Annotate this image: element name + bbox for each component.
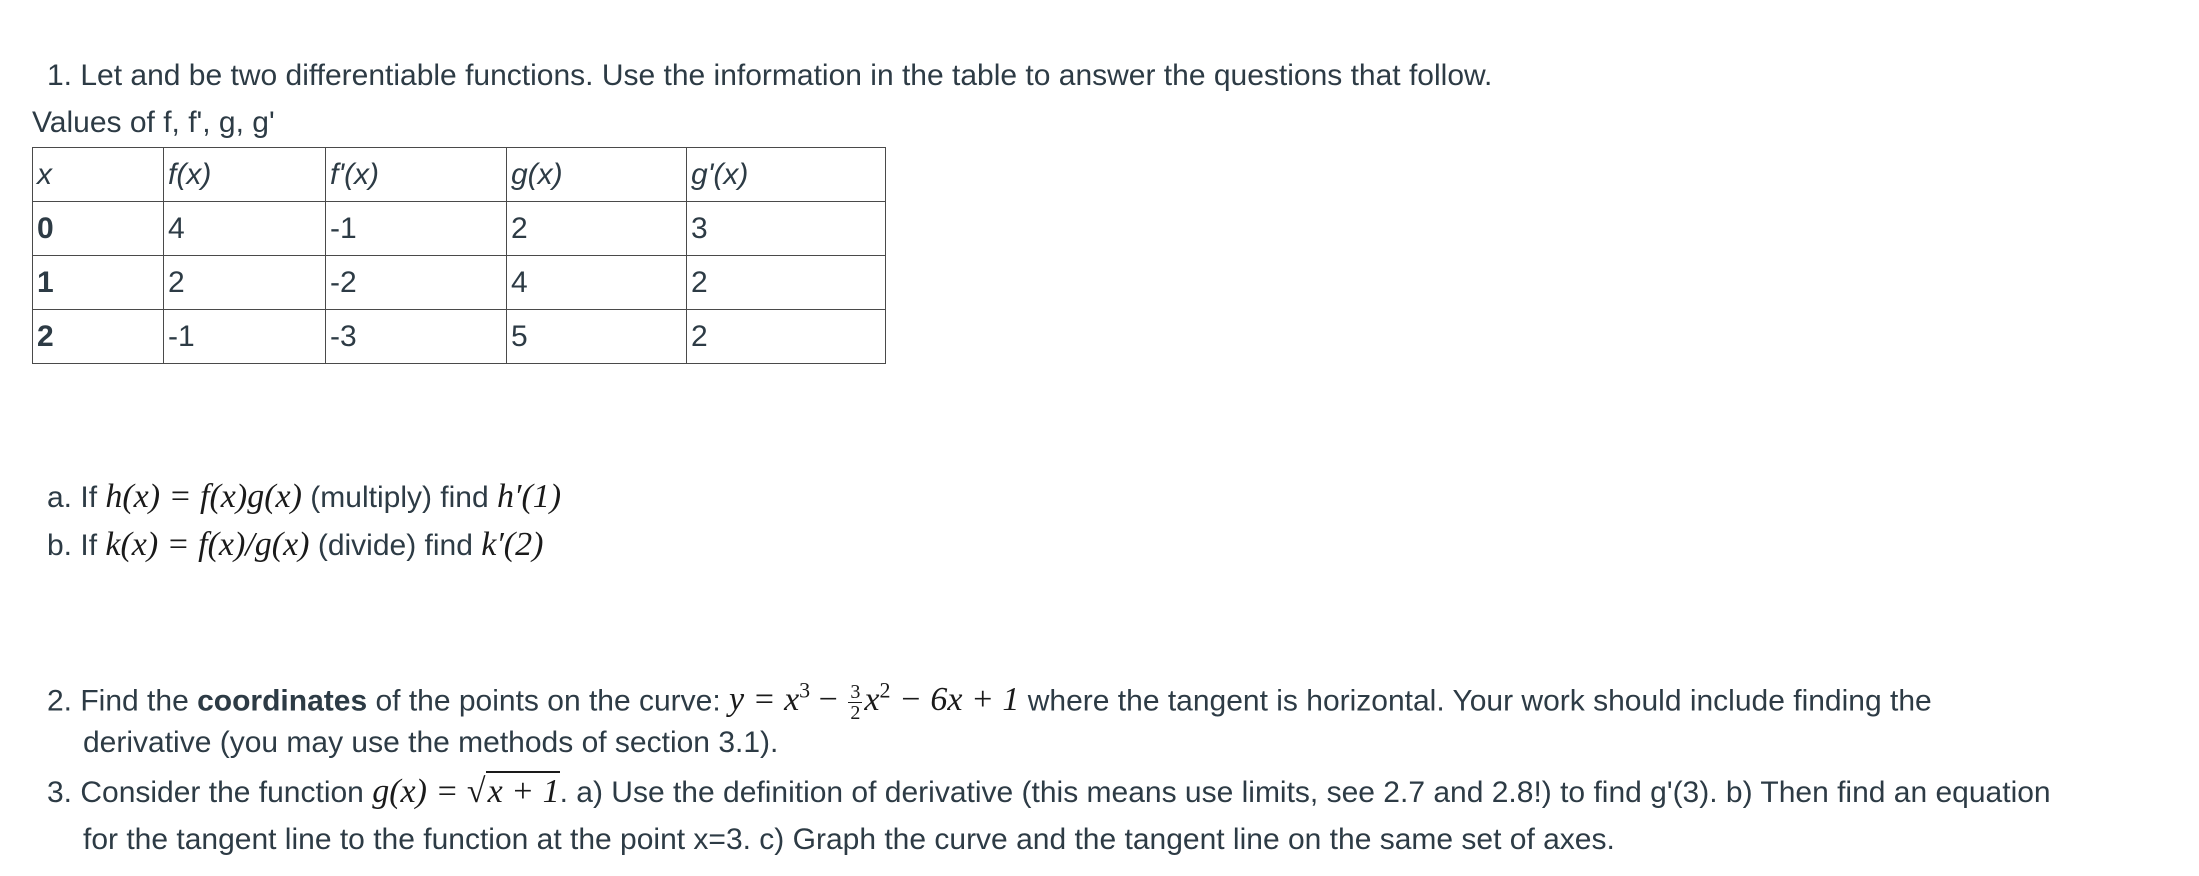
table-cell: 4 [164,202,326,256]
table-row [33,310,886,364]
part-a-middle: (multiply) find [301,481,498,514]
part-b-middle: (divide) find [309,529,482,562]
table-cell: 2 [687,256,886,310]
table-cell: 1 [33,256,164,310]
table-row [33,256,886,310]
q3-line-1 [47,772,2051,813]
sqrt-symbol: √ [466,773,486,810]
part-a-equation: h(x) = f(x)g(x) [105,478,302,515]
q3-suffix: . a) Use the definition of derivative (this means use limits, see 2.7 and 2.8!) to find g'(3). b) Then find an equation [559,776,2051,809]
table-cell: -1 [326,202,507,256]
q2-line-2: derivative (you may use the methods of section 3.1). [83,726,779,759]
values-table [32,147,886,364]
header-cell-gprime: g'(x) [687,148,886,202]
part-b-equation: k(x) = f(x)/g(x) [105,526,310,563]
table-cell: 2 [164,256,326,310]
table-cell: 3 [687,202,886,256]
table-cell: -2 [326,256,507,310]
q1-part-a [47,477,561,518]
table-cell: 2 [33,310,164,364]
table-cell: 2 [687,310,886,364]
table-cell: -1 [164,310,326,364]
part-a-target: h′(1) [497,478,562,515]
header-cell-x: x [33,148,164,202]
header-cell-fprime: f'(x) [326,148,507,202]
part-a-prefix: a. If [47,481,106,514]
q2-suffix: where the tangent is horizontal. Your work should include finding the [1019,684,1932,718]
q2-bold-term: coordinates [197,684,368,718]
q2-line-1 [47,671,1932,723]
header-cell-fx: f(x) [164,148,326,202]
table-cell: 0 [33,202,164,256]
q3-function-equation: g(x) = √x + 1 [372,773,560,810]
table-caption: Values of f, f', g, g' [32,106,275,139]
q1-part-b [47,525,543,566]
table-cell: 5 [507,310,687,364]
table-cell: -3 [326,310,507,364]
table-cell: 4 [507,256,687,310]
q1-intro: 1. Let and be two differentiable functions. Use the information in the table to answer the questions that follow. [47,59,1493,92]
q2-curve-equation: $y = x^3$ − $\frac{3}{2}$ $x^2 - 6x + 1$ [729,678,1020,725]
part-b-prefix: b. If [47,529,106,562]
q2-fraction: $\frac{3}{2}$ [850,681,861,725]
table-header-row [33,148,886,202]
table-row [33,202,886,256]
header-cell-gx: g(x) [507,148,687,202]
table-cell: 2 [507,202,687,256]
q3-line-2: for the tangent line to the function at the point x=3. c) Graph the curve and the tangent line on the same set of axes. [83,823,1615,856]
q3-prefix: 3. Consider the function [47,776,373,809]
q2-mid: of the points on the curve: [367,684,730,718]
q2-prefix: 2. Find the [47,684,198,718]
part-b-target: k′(2) [481,526,544,563]
